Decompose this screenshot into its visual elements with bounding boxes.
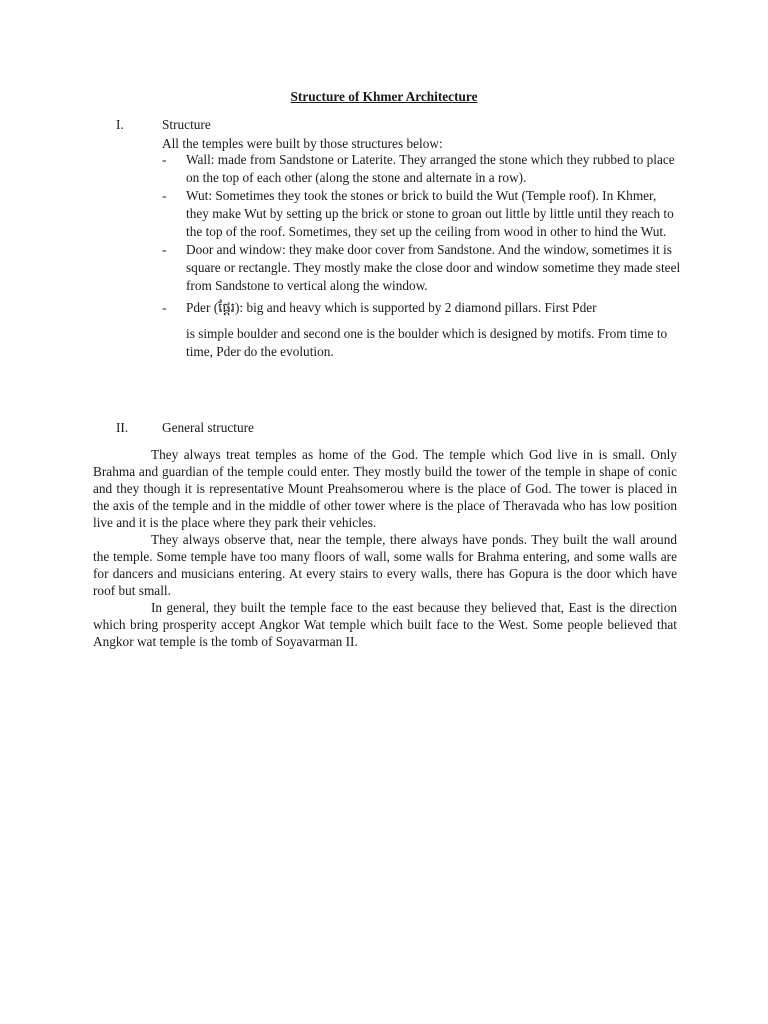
structure-bullet-list xyxy=(162,151,682,361)
bullet-pder xyxy=(162,295,682,361)
bullet-text-line1: Pder (ផ្តែរ): big and heavy which is supported by 2 diamond pillars. First Pder xyxy=(186,300,597,315)
bullet-dash: - xyxy=(162,300,167,315)
bullet-text: Wall: made from Sandstone or Laterite. They arranged the stone which they rubbed to place on the top of each other (along the stone and alternate in a row). xyxy=(186,152,675,185)
paragraph: They always treat temples as home of the God. The temple which God live in is small. Only Brahma and guardian of the temple could enter. They mostly build the tower of the temple in shape of conic and they though it is representative Mount Preahsomerou where is the place of God. The tower is placed in the axis of the temple and in the middle of other tower where is the place of Theravada who has low position live and it is the place where they park their vehicles. xyxy=(93,447,677,530)
section-2-body xyxy=(93,446,677,650)
paragraph: They always observe that, near the temple, there always have ponds. They built the wall around the temple. Some temple have too many floors of wall, some walls for Brahma entering, and some walls are for dancers and musicians entering. At every stairs to every walls, there has Gopura is the door which have roof but small. xyxy=(93,532,677,598)
section-1-intro: All the temples were built by those structures below: xyxy=(162,136,443,151)
section-2-number: II. xyxy=(116,420,129,435)
section-2-heading xyxy=(116,419,676,437)
bullet-dash: - xyxy=(162,188,167,203)
section-2-title: General structure xyxy=(162,420,254,435)
section-1-heading xyxy=(116,116,676,134)
paragraph: In general, they built the temple face to the east because they believed that, East is the direction which bring prosperity accept Angkor Wat temple which built face to the West. Some people believed that Angkor wat temple is the tomb of Soyavarman II. xyxy=(93,600,677,649)
section-1-number: I. xyxy=(116,117,124,132)
section-1-title: Structure xyxy=(162,117,211,132)
bullet-wall xyxy=(162,151,682,187)
bullet-text: Wut: Sometimes they took the stones or brick to build the Wut (Temple roof). In Khmer, they make Wut by setting up the brick or stone to groan out little by little until they reach to the top of the roof. Sometimes, they set up the ceiling from wood in other to hind the Wut. xyxy=(186,188,674,239)
document-title: Structure of Khmer Architecture xyxy=(290,89,478,104)
bullet-dash: - xyxy=(162,242,167,257)
bullet-wut xyxy=(162,187,682,241)
bullet-text-rest: is simple boulder and second one is the boulder which is designed by motifs. From time to time, Pder do the evolution. xyxy=(186,326,668,359)
bullet-text: Door and window: they make door cover from Sandstone. And the window, sometimes it is square or rectangle. They mostly make the close door and window sometime they made steel from Sandstone to vertical along the window. xyxy=(186,242,681,293)
bullet-door-window xyxy=(162,241,682,295)
bullet-dash: - xyxy=(162,152,167,167)
